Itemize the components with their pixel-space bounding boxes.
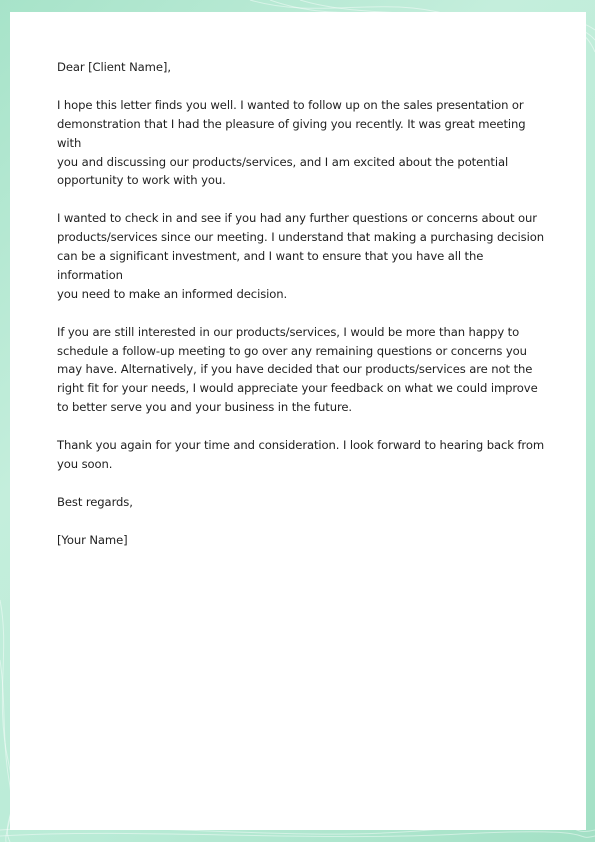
signature: [Your Name] <box>57 532 128 547</box>
paragraph-intro: I hope this letter finds you well. I wanted to follow up on the sales presentation or demonstration that I had the pleasure of giving you recently. It was great meeting with you and discussing our products/services, and I am excited about the potential opportunity to work with you. <box>57 97 526 188</box>
paragraph-check-in: I wanted to check in and see if you had any further questions or concerns about our products/services since our meeting. I understand that making a purchasing decision can be a significant investment, and I want to ensure that you have all the information you need to make an informed decision. <box>57 211 544 301</box>
paragraph-thanks: Thank you again for your time and consideration. I look forward to hearing back from you soon. <box>57 438 545 471</box>
greeting: Dear [Client Name], <box>57 60 171 74</box>
closing: Best regards, <box>57 494 133 509</box>
letter-body <box>57 58 552 568</box>
paragraph-follow-up: If you are still interested in our products/services, I would be more than happy to schedule a follow-up meeting to go over any remaining questions or concerns you may have. Alternatively, if you have decided that our products/services are not the right fit for your needs, I would appreciate your feedback on what we could improve to better serve you and your business in the future. <box>57 324 538 415</box>
letter-sheet <box>10 12 586 830</box>
